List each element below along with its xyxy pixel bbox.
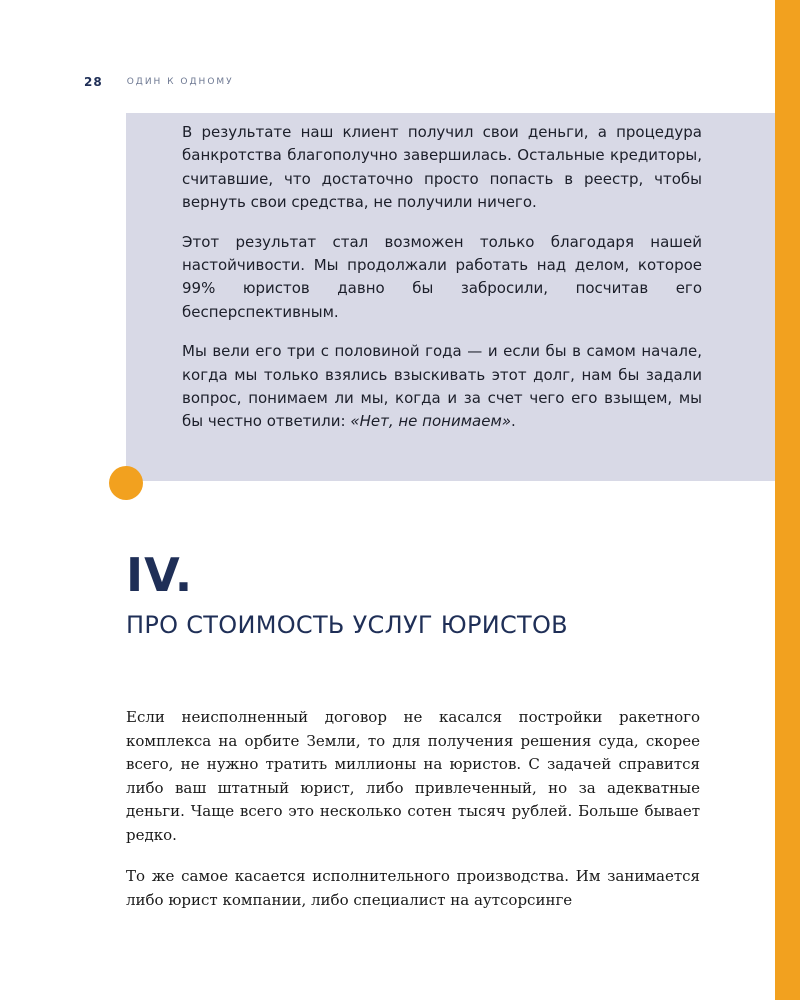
section-numeral: IV. — [126, 548, 194, 602]
section-heading: ПРО СТОИМОСТЬ УСЛУГ ЮРИСТОВ — [126, 611, 568, 639]
orange-edge-band — [775, 0, 800, 1000]
callout-paragraph: В результате наш клиент получил свои деньги, а процедура банкротства благополучно завершилась. Остальные кредиторы, считавшие, что достаточно просто попасть в реестр, чтобы вернуть свои средства, не получили ничего. — [182, 123, 702, 212]
running-title: ОДИН К ОДНОМУ — [126, 77, 234, 87]
orange-dot-ornament — [109, 466, 143, 500]
callout-quote: «Нет, не понимаем» — [350, 412, 512, 431]
callout-last-end: . — [511, 412, 516, 431]
callout-text — [182, 121, 702, 434]
callout-box — [126, 113, 775, 481]
body-paragraph: Если неисполненный договор не касался постройки ракетного комплекса на орбите Земли, то для получения решения суда, скорее всего, не нужно тратить миллионы на юристов. С задачей справится либо ваш штатный юрист, либо привлеченный, но за адекватные деньги. Чаще всего это несколько сотен тысяч рублей. Больше бывает редко. — [126, 708, 700, 844]
body-paragraph: То же самое касается исполнительного производства. Им занимается либо юрист компании, либо специалист на аутсорсинге — [126, 867, 700, 909]
callout-last-lead: Мы вели его три с половиной года — и если бы в самом начале, когда мы только взялись взыскивать этот долг, нам бы задали вопрос, понимаем ли мы, когда и за счет чего его взыщем, мы бы честно ответили: — [182, 342, 702, 431]
running-head — [84, 74, 234, 90]
callout-paragraph-last — [182, 340, 702, 434]
page-number: 28 — [84, 75, 103, 89]
callout-paragraph: Этот результат стал возможен только благодаря нашей настойчивости. Мы продолжали работать над делом, которое 99% юристов давно бы забросили, посчитав его бесперспективным. — [182, 232, 702, 321]
body-text — [126, 706, 700, 930]
